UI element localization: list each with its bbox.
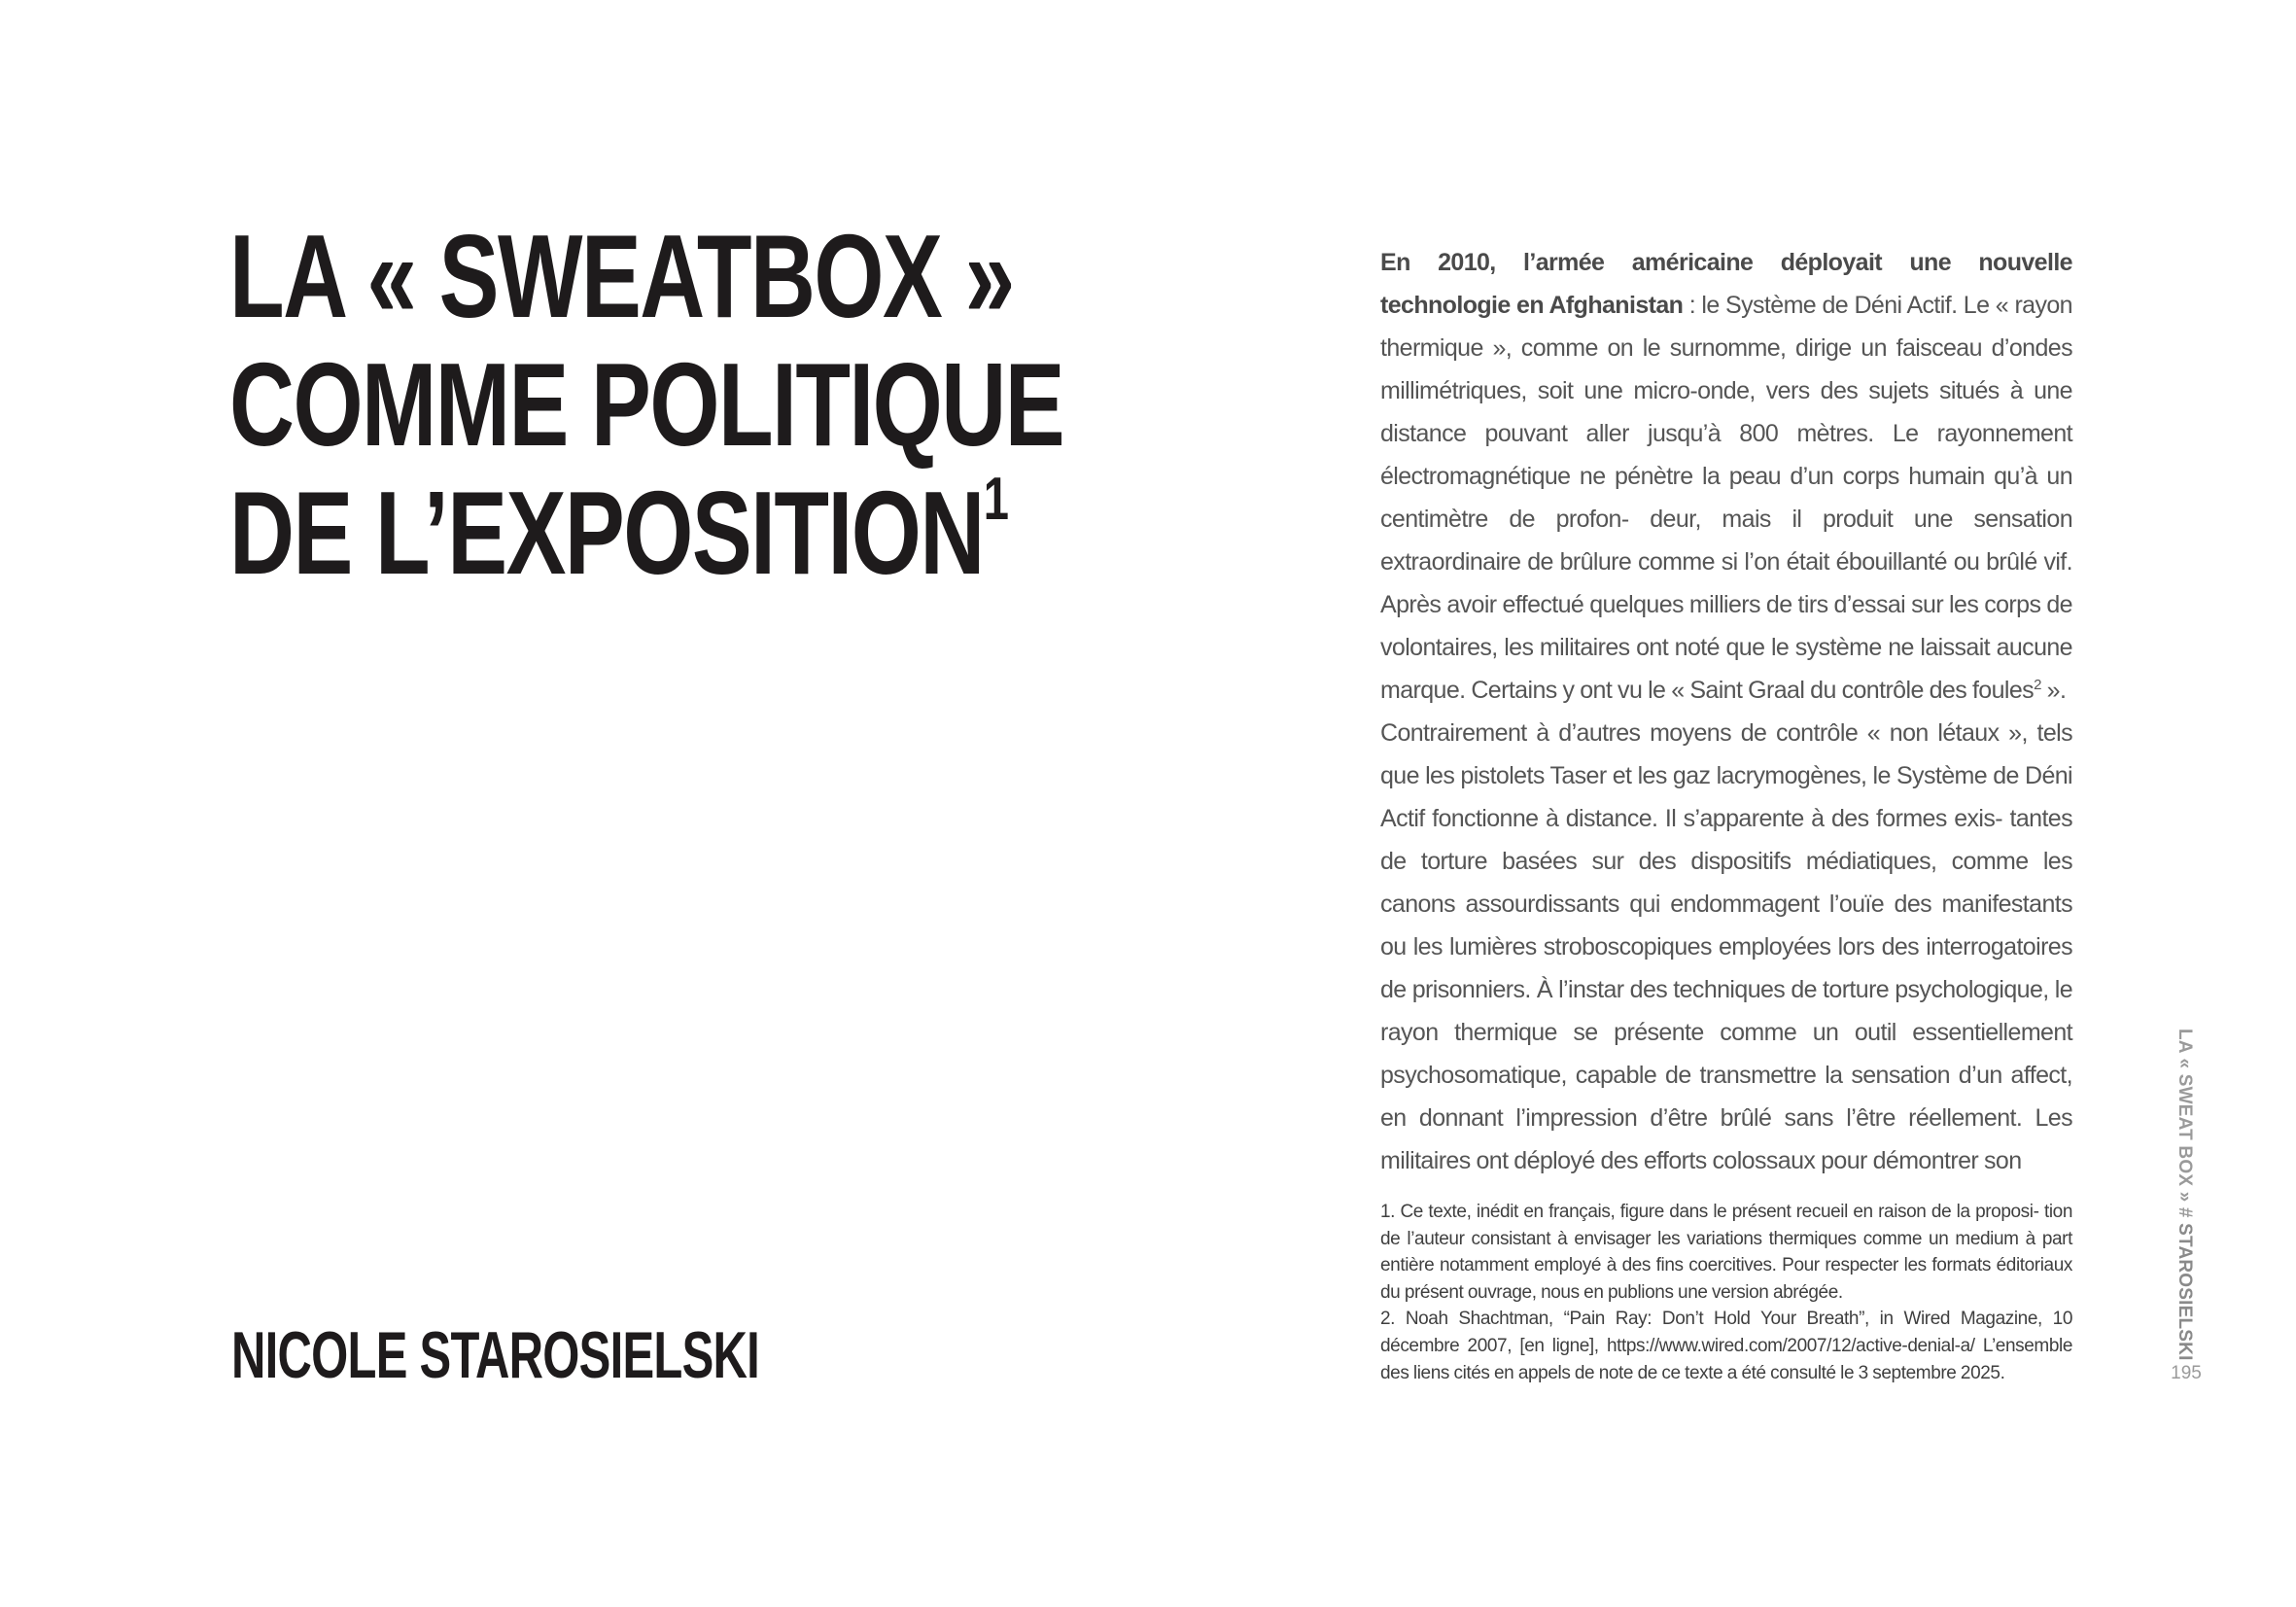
paragraph-1-tail: ».: [2040, 677, 2067, 704]
body-text: [1380, 241, 2072, 1182]
author-name: NICOLE STAROSIELSKI: [231, 1318, 760, 1392]
title-line-3-text: DE L’EXPOSITION: [229, 467, 984, 599]
title-line-1: LA « SWEATBOX »: [229, 210, 1014, 342]
title-line-3: [229, 466, 1008, 599]
chapter-title: [229, 210, 1064, 599]
footnote-2: 2. Noah Shachtman, “Pain Ray: Don’t Hold Your Breath”, in Wired Magazine, 10 décembre 2007, [en ligne], https://www.wired.com/2007/12/active-denial-a/ L’ensemble des liens cités en appels de note de ce texte a été consulté le 3 septembre 2025.: [1380, 1309, 2072, 1383]
footnote-ref-2[interactable]: 2: [2034, 677, 2041, 693]
page-number: 195: [2171, 1363, 2202, 1383]
running-header-author: STAROSIELSKI: [2174, 1223, 2195, 1361]
title-line-2: COMME POLITIQUE: [229, 338, 1064, 471]
paragraph-1: [1380, 241, 2072, 712]
footnotes: [1380, 1199, 2072, 1386]
running-header-title: LA « SWEAT BOX » #: [2174, 1029, 2195, 1218]
running-header: [2174, 1029, 2195, 1361]
lead-in-bold: En 2010, l’armée américaine déployait une nouvelle technologie en Afghanistan: [1380, 249, 2072, 319]
paragraph-2: Contrairement à d’autres moyens de contrôle « non létaux », tels que les pistolets Taser et les gaz lacrymogènes, le Système de Déni Actif fonctionne à distance. Il s’apparente à des formes exis- tantes de torture basées sur des dispositifs médiatiques, comme les canons assourdissants qui endommagent l’ouïe des manifestants ou les lumières stroboscopiques employées lors des interrogatoires de prisonniers. À l’instar des techniques de torture psychologique, le rayon thermique se présente comme un outil essentiellement psychosomatique, capable de transmettre la sensation d’un affect, en donnant l’impression d’être brûlé sans l’être réellement. Les militaires ont déployé des efforts colossaux pour démontrer son: [1380, 719, 2072, 1174]
title-footnote-ref[interactable]: 1: [983, 466, 1008, 533]
paragraph-1-text: : le Système de Déni Actif. Le « rayon thermique », comme on le surnomme, dirige un faisceau d’ondes millimétriques, soit une micro-onde, vers des sujets situés à une distance pouvant aller jusqu’à 800 mètres. Le rayonnement électromagnétique ne pénètre la peau d’un corps humain qu’à un centimètre de profon- deur, mais il produit une sensation extraordinaire de brûlure comme si l’on était ébouillanté ou brûlé vif. Après avoir effectué quelques milliers de tirs d’essai sur les corps de volontaires, les militaires ont noté que le système ne laissait aucune marque. Certains y ont vu le « Saint Graal du contrôle des foules: [1380, 292, 2072, 704]
footnote-1: 1. Ce texte, inédit en français, figure dans le présent recueil en raison de la proposi- tion de l’auteur consistant à envisager les variations thermiques comme un medium à part entière notamment employé à des fins coercitives. Pour respecter les formats éditoriaux du présent ouvrage, nous en publions une version abrégée.: [1380, 1202, 2072, 1303]
